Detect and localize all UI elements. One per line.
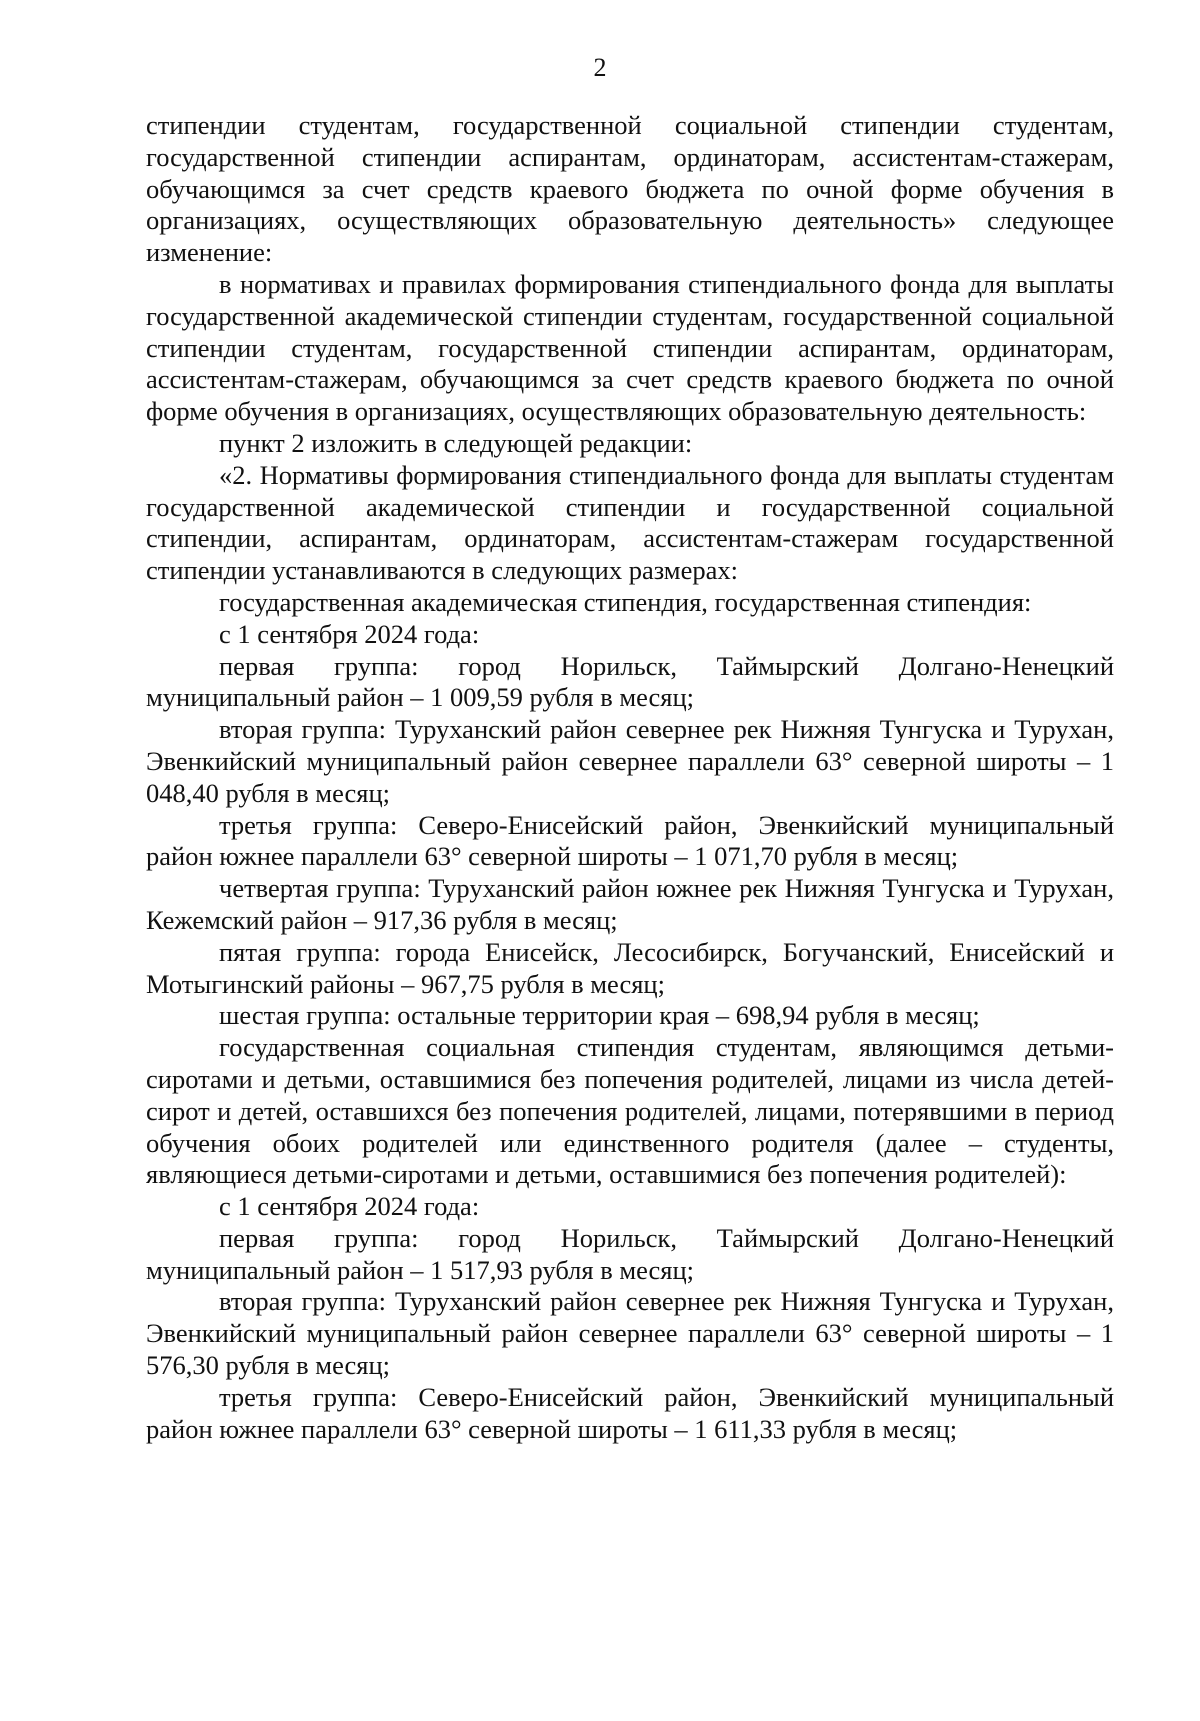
paragraph: стипендии студентам, государственной социальной стипендии студентам, государственной стипендии аспирантам, ординаторам, ассистентам-стажерам, обучающимся за счет средств краевого бюджета по очной форме обучения в организациях, осуществляющих образовательную деятельность» следующее изменение: [146, 110, 1114, 268]
paragraph: «2. Нормативы формирования стипендиального фонда для выплаты студентам государственной академической стипендии и государственной социальной стипендии, аспирантам, ординаторам, ассистентам-стажерам государственной стипендии устанавливаются в следующих размерах: [146, 459, 1114, 586]
paragraph: третья группа: Северо-Енисейский район, Эвенкийский муниципальный район южнее параллели 63° северной широты – 1 611,33 рубля в месяц; [146, 1381, 1114, 1444]
paragraph: государственная социальная стипендия студентам, являющимся детьми-сиротами и детьми, оставшимися без попечения родителей, лицами из числа детей-сирот и детей, оставшихся без попечения родителей, лицами, потерявшими в период обучения обоих родителей или единственного родителя (далее – студенты, являющиеся детьми-сиротами и детьми, оставшимися без попечения родителей): [146, 1032, 1114, 1190]
paragraph: пункт 2 изложить в следующей редакции: [219, 427, 693, 458]
paragraph: в нормативах и правилах формирования стипендиального фонда для выплаты государственной академической стипендии студентам, государственной социальной стипендии студентам, государственной стипендии аспирантам, ординаторам, ассистентам-стажерам, обучающимся за счет средств краевого бюджета по очной форме обучения в организациях, осуществляющих образовательную деятельность: [146, 268, 1114, 427]
paragraph: с 1 сентября 2024 года: [219, 1191, 480, 1222]
paragraph: шестая группа: остальные территории края – 698,94 рубля в месяц; [219, 1000, 980, 1031]
document-body [146, 110, 1114, 1445]
paragraph: пятая группа: города Енисейск, Лесосибирск, Богучанский, Енисейский и Мотыгинский районы – 967,75 рубля в месяц; [146, 936, 1114, 999]
paragraph: государственная академическая стипендия, государственная стипендия: [219, 586, 1032, 617]
paragraph: первая группа: город Норильск, Таймырский Долгано-Ненецкий муниципальный район – 1 009,59 рубля в месяц; [146, 650, 1114, 713]
paragraph: с 1 сентября 2024 года: [219, 618, 480, 649]
paragraph: четвертая группа: Туруханский район южнее рек Нижняя Тунгуска и Турухан, Кежемский район – 917,36 рубля в месяц; [146, 873, 1114, 935]
paragraph: вторая группа: Туруханский район севернее рек Нижняя Тунгуска и Турухан, Эвенкийский муниципальный район севернее параллели 63° северной широты – 1 048,40 рубля в месяц; [146, 714, 1114, 808]
paragraph: третья группа: Северо-Енисейский район, Эвенкийский муниципальный район южнее параллели 63° северной широты – 1 071,70 рубля в месяц; [146, 809, 1114, 872]
paragraph: первая группа: город Норильск, Таймырский Долгано-Ненецкий муниципальный район – 1 517,93 рубля в месяц; [146, 1222, 1114, 1285]
paragraph: вторая группа: Туруханский район севернее рек Нижняя Тунгуска и Турухан, Эвенкийский муниципальный район севернее параллели 63° северной широты – 1 576,30 рубля в месяц; [146, 1286, 1114, 1381]
page-number: 2 [593, 53, 607, 82]
